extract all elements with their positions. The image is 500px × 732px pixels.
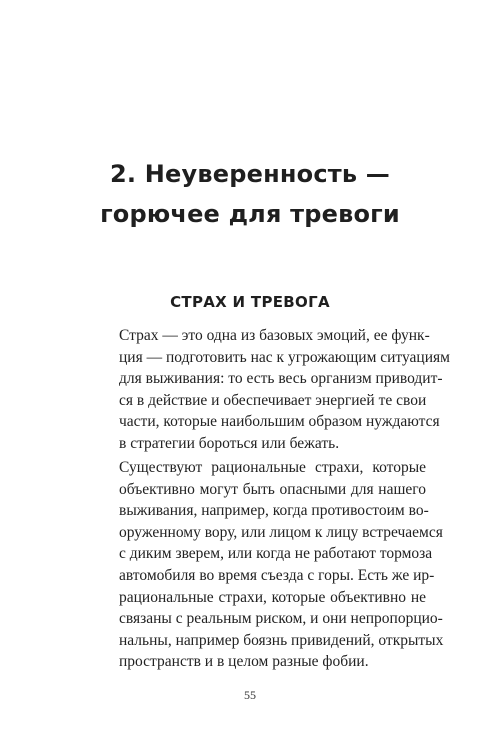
paragraph-line: пространств и в целом разные фобии. [119, 653, 369, 671]
paragraph-line: части, которые наибольшим образом нуждаются [119, 413, 440, 431]
paragraph-line: объективно могут быть опасными для нашего [119, 480, 426, 498]
chapter-title [0, 154, 500, 234]
paragraph-line: рациональные страхи, которые объективно не [119, 588, 426, 606]
paragraph-2 [119, 457, 444, 673]
paragraph-line: Существуют рациональные страхи, которые [119, 459, 426, 476]
paragraph-line: оруженному вору, или лицом к лицу встречаемся [119, 523, 443, 541]
paragraph-line: для выживания: то есть весь организм приводит- [119, 370, 443, 388]
paragraph-line: автомобиля во время съезда с горы. Есть же ир- [119, 566, 435, 584]
chapter-title-line-2: горючее для тревоги [100, 200, 400, 228]
paragraph-line: Страх — это одна из базовых эмоций, ее функ- [119, 327, 430, 344]
paragraph-line: с диким зверем, или когда не работают тормоза [119, 545, 433, 563]
paragraph-line: выживания, например, когда противостоим во- [119, 502, 429, 520]
paragraph-1 [119, 325, 450, 455]
paragraph-line: нальны, например боязнь привидений, открытых [119, 631, 444, 649]
section-heading: СТРАХ И ТРЕВОГА [170, 293, 330, 311]
page-number: 55 [244, 688, 256, 702]
paragraph-line: ся в действие и обеспечивает энергией те свои [119, 391, 427, 409]
chapter-title-line-1: 2. Неуверенность — [109, 160, 391, 188]
paragraph-line: связаны с реальным риском, и они непропорцио- [119, 610, 443, 628]
paragraph-line: в стратегии бороться или бежать. [119, 434, 340, 452]
paragraph-line: ция — подготовить нас к угрожающим ситуациям [119, 348, 450, 366]
